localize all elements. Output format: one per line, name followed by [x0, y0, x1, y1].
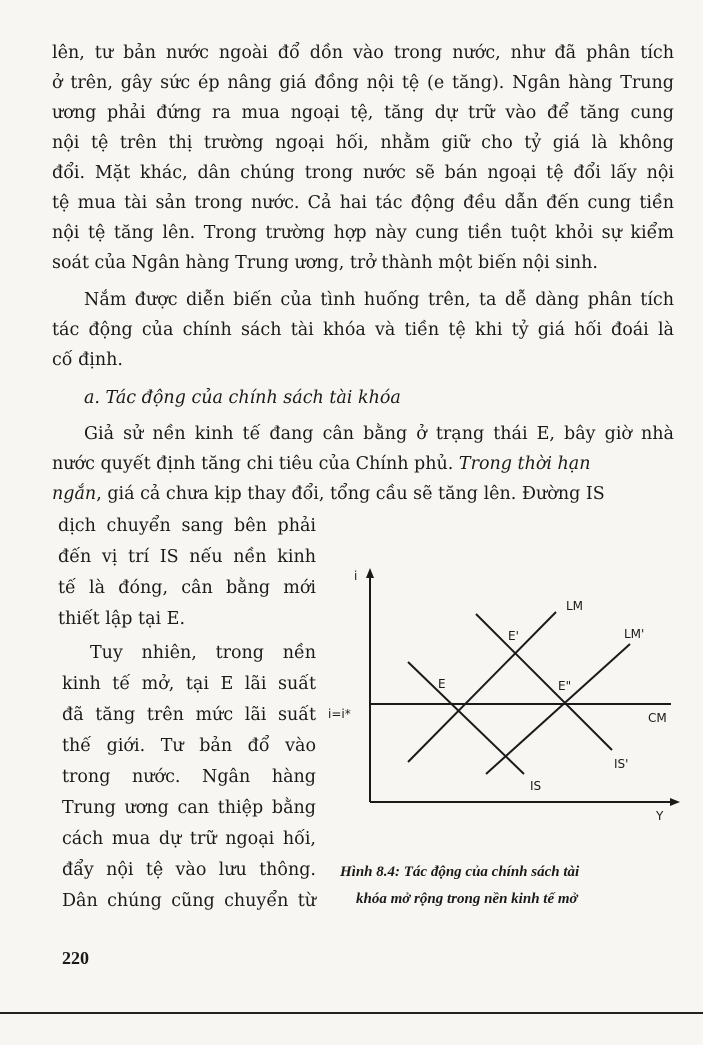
lm-curve	[408, 612, 556, 762]
page-number: 220	[62, 948, 89, 968]
y-axis-arrow	[366, 568, 374, 578]
paragraph3-line: dịch chuyển sang bên phải	[58, 516, 316, 536]
point-e-prime-label: E'	[508, 629, 519, 643]
is-prime-curve	[476, 614, 612, 750]
paragraph2-line: Nắm được diễn biến của tình huống trên, ta dễ dàng phân tích	[84, 290, 674, 310]
paragraph3-line: tế là đóng, cân bằng mới	[58, 578, 316, 598]
paragraph1-line: nội tệ tăng lên. Trong trường hợp này cung tiền tuột khỏi sự kiểm	[52, 223, 674, 243]
x-axis-label: Y	[656, 809, 664, 823]
paragraph1-line: đổi. Mặt khác, dân chúng trong nước sẽ bán ngoại tệ đổi lấy nội	[52, 163, 674, 183]
paragraph3-line	[52, 484, 674, 504]
is-curve	[408, 662, 524, 774]
point-e-label: E	[438, 677, 446, 691]
paragraph2-line: tác động của chính sách tài khóa và tiền tệ khi tỷ giá hối đoái là	[52, 320, 674, 340]
paragraph3-line: Giả sử nền kinh tế đang cân bằng ở trạng thái E, bây giờ nhà	[84, 424, 674, 444]
lm-prime-curve	[486, 644, 630, 774]
is-prime-label: IS'	[614, 757, 629, 771]
cm-label: CM	[648, 711, 667, 725]
paragraph4-line: thế giới. Tư bản đổ vào	[62, 736, 316, 756]
section-heading: a. Tác động của chính sách tài khóa	[84, 388, 401, 408]
paragraph4-line: Trung ương can thiệp bằng	[62, 798, 316, 818]
y-axis-label: i	[354, 569, 358, 583]
point-e-double-prime-label: E"	[558, 679, 572, 693]
paragraph4-line: trong nước. Ngân hàng	[62, 767, 316, 787]
paragraph4-line: đã tăng trên mức lãi suất	[62, 705, 316, 725]
paragraph3-italic-text: Trong thời hạn	[458, 454, 591, 474]
paragraph4-line: kinh tế mở, tại E lãi suất	[62, 674, 316, 694]
page-bottom-edge	[0, 1012, 703, 1014]
paragraph3-text: , giá cả chưa kịp thay đổi, tổng cầu sẽ tăng lên. Đường IS	[96, 484, 605, 504]
paragraph4-line: đẩy nội tệ vào lưu thông.	[62, 860, 316, 880]
paragraph1-line: soát của Ngân hàng Trung ương, trở thành một biến nội sinh.	[52, 253, 598, 273]
x-axis-arrow	[670, 798, 680, 806]
paragraph2-line: cố định.	[52, 350, 123, 370]
paragraph3-italic-text: ngắn	[52, 484, 97, 504]
paragraph3-line	[52, 454, 674, 474]
paragraph1-line: lên, tư bản nước ngoài đổ dồn vào trong nước, như đã phân tích	[52, 43, 674, 63]
is-label: IS	[530, 779, 542, 793]
is-lm-cm-diagram	[326, 562, 696, 862]
paragraph1-line: ương phải đứng ra mua ngoại tệ, tăng dự trữ vào để tăng cung	[52, 103, 674, 123]
paragraph1-line: tệ mua tài sản trong nước. Cả hai tác động đều dẫn đến cung tiền	[52, 193, 674, 213]
paragraph4-line: cách mua dự trữ ngoại hối,	[62, 829, 316, 849]
paragraph4-line: Tuy nhiên, trong nền	[90, 643, 316, 663]
paragraph1-line: nội tệ trên thị trường ngoại hối, nhằm giữ cho tỷ giá là không	[52, 133, 674, 153]
lm-label: LM	[566, 599, 584, 613]
i-level-label: i=i*	[328, 707, 351, 721]
paragraph3-text: nước quyết định tăng chi tiêu của Chính phủ.	[52, 454, 459, 474]
paragraph4-line: Dân chúng cũng chuyển từ	[62, 891, 316, 911]
paragraph3-line: thiết lập tại E.	[58, 609, 186, 629]
paragraph1-line: ở trên, gây sức ép nâng giá đồng nội tệ (e tăng). Ngân hàng Trung	[52, 73, 674, 93]
figure-caption-line: Hình 8.4: Tác động của chính sách tài	[340, 864, 580, 880]
figure-caption-line: khóa mở rộng trong nền kinh tế mở	[356, 891, 578, 907]
lm-prime-label: LM'	[624, 627, 645, 641]
paragraph3-line: đến vị trí IS nếu nền kinh	[58, 547, 316, 567]
